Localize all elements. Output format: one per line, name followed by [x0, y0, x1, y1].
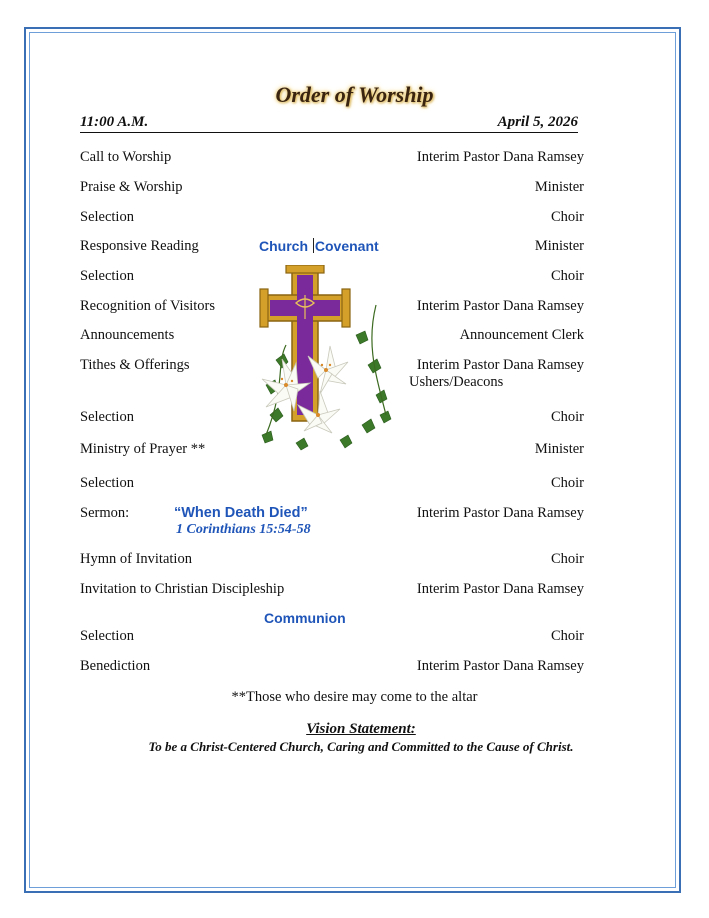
item-name: Praise & Worship	[80, 179, 183, 195]
list-item	[80, 149, 584, 169]
item-name: Responsive Reading	[80, 238, 199, 254]
item-name: Hymn of Invitation	[80, 551, 192, 567]
service-header	[80, 114, 578, 133]
page-title: Order of Worship	[275, 82, 434, 107]
item-leader: Interim Pastor Dana Ramsey	[416, 658, 584, 674]
item-name: Selection	[80, 409, 134, 425]
responsive-reading-title: Church Covenant	[259, 238, 379, 254]
list-item	[80, 658, 584, 678]
item-leader: Interim Pastor Dana Ramsey	[416, 298, 584, 314]
item-name: Sermon:	[80, 505, 130, 521]
item-leader: Minister	[534, 238, 584, 254]
item-leader: Choir	[550, 628, 584, 644]
item-name: Recognition of Visitors	[80, 298, 215, 314]
list-item	[80, 581, 584, 601]
list-item	[80, 551, 584, 571]
item-name: Selection	[80, 209, 134, 225]
list-item	[80, 209, 584, 229]
service-time: 11:00 A.M.	[80, 114, 149, 130]
list-item	[80, 179, 584, 199]
text-cursor	[313, 238, 314, 253]
item-name: Benediction	[80, 658, 151, 674]
item-name: Selection	[80, 628, 134, 644]
item-leader: Minister	[534, 441, 584, 457]
item-leader: Interim Pastor Dana Ramsey	[416, 357, 584, 373]
item-leader: Choir	[550, 409, 584, 425]
list-item	[80, 628, 584, 648]
item-name: Announcements	[80, 327, 175, 343]
item-name: Call to Worship	[80, 149, 172, 165]
item-leader: Choir	[550, 209, 584, 225]
altar-note: **Those who desire may come to the altar	[231, 689, 478, 705]
item-leader: Interim Pastor Dana Ramsey	[416, 505, 584, 521]
item-leader-secondary: Ushers/Deacons	[409, 374, 504, 390]
list-item	[80, 505, 584, 525]
item-name: Invitation to Christian Discipleship	[80, 581, 285, 597]
item-leader: Choir	[550, 551, 584, 567]
item-leader: Choir	[550, 475, 584, 491]
vision-text: To be a Christ-Centered Church, Caring and Committed to the Cause of Christ.	[148, 739, 574, 754]
list-item	[80, 475, 584, 495]
sermon-title: “When Death Died”	[174, 505, 308, 521]
sermon-scripture: 1 Corinthians 15:54-58	[176, 522, 311, 537]
service-date: April 5, 2026	[497, 114, 578, 130]
communion-heading: Communion	[264, 610, 346, 626]
item-leader: Minister	[534, 179, 584, 195]
item-name: Selection	[80, 475, 134, 491]
item-leader: Interim Pastor Dana Ramsey	[416, 581, 584, 597]
item-name: Tithes & Offerings	[80, 357, 190, 373]
item-name: Selection	[80, 268, 134, 284]
item-leader: Interim Pastor Dana Ramsey	[416, 149, 584, 165]
item-leader: Announcement Clerk	[459, 327, 584, 343]
vision-heading: Vision Statement:	[306, 721, 416, 737]
cross-with-lilies-icon	[256, 265, 396, 451]
item-leader: Choir	[550, 268, 584, 284]
item-name: Ministry of Prayer **	[80, 441, 206, 457]
